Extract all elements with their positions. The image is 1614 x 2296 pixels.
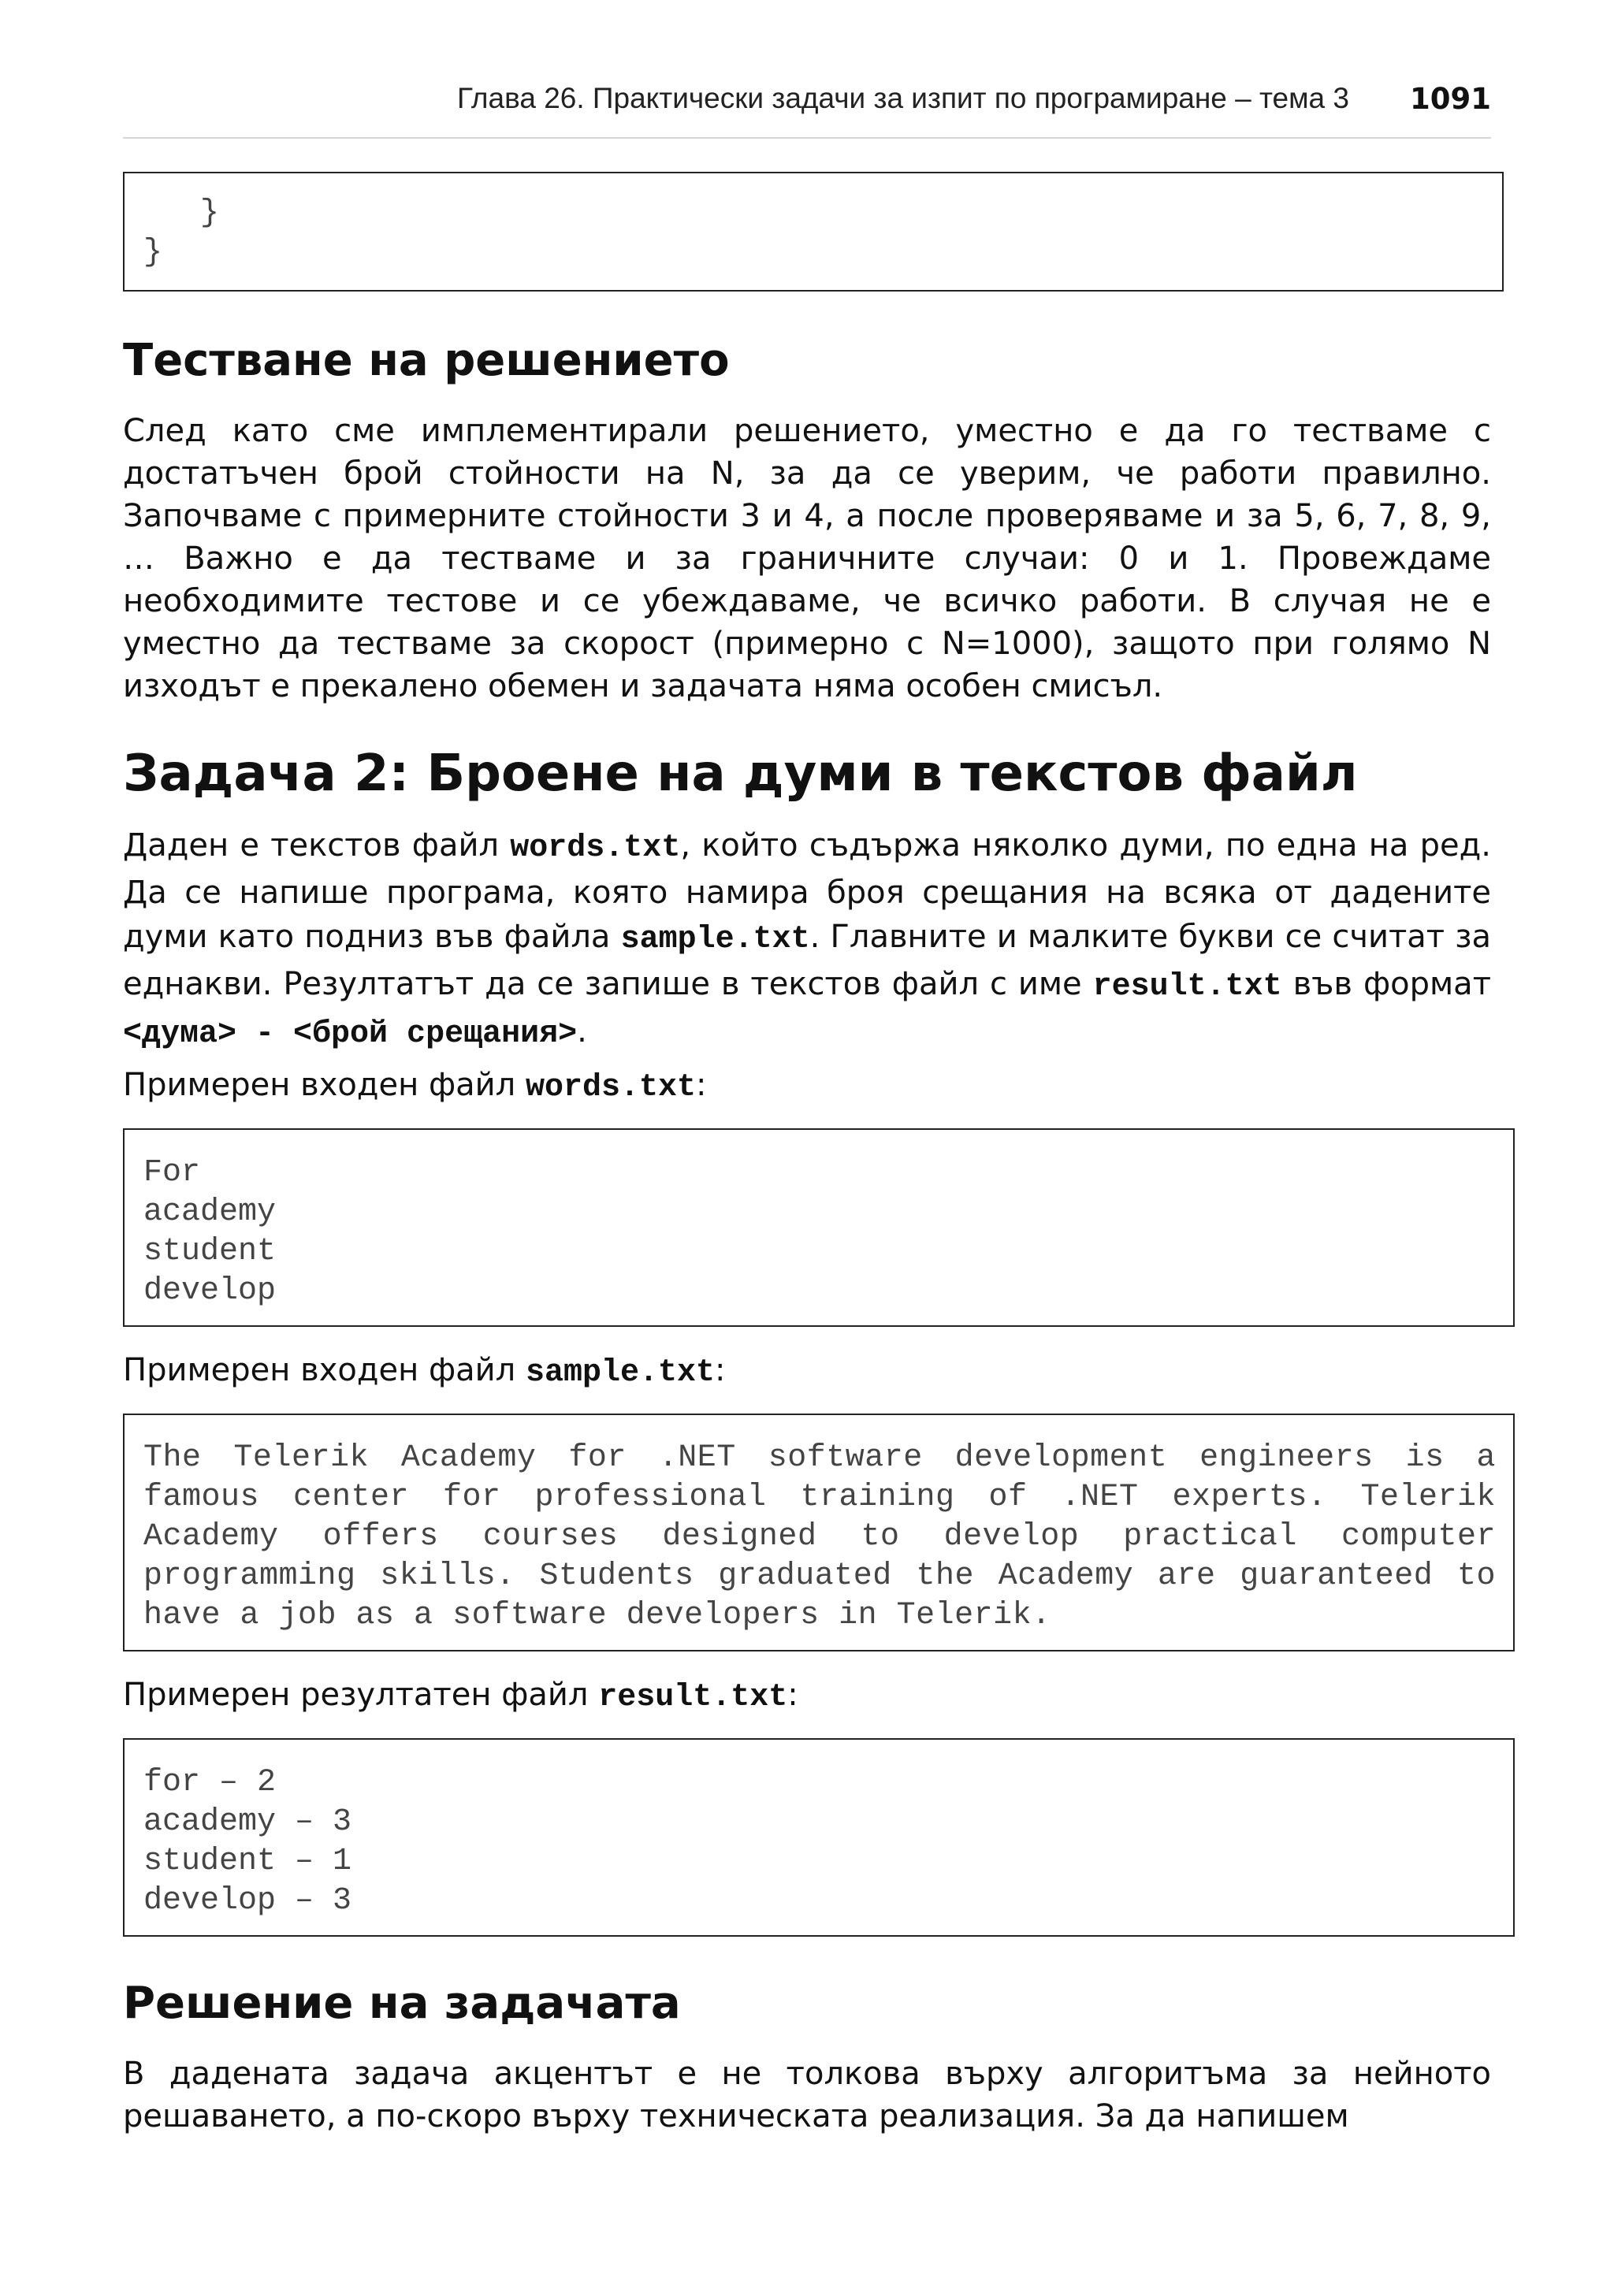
code-box-words: [123, 1128, 1515, 1327]
code-line: }: [143, 235, 163, 270]
code-box-sample: [123, 1414, 1515, 1651]
text-run: :: [787, 1677, 798, 1713]
section-heading-testing: Тестване на решението: [123, 335, 730, 386]
example-result-label: [123, 1674, 1491, 1719]
chapter-title: Глава 26. Практически задачи за изпит по програмиране – тема 3: [456, 82, 1349, 114]
section-heading-solution: Решение на задачата: [123, 1978, 681, 2029]
code-line: academy: [143, 1194, 277, 1230]
text-run: Примерен входен файл: [123, 1352, 526, 1388]
filename-result: result.txt: [1092, 969, 1282, 1005]
output-format: <дума> - <брой срещания>: [123, 1016, 578, 1052]
text-run: :: [696, 1067, 707, 1103]
code-line: student: [143, 1234, 277, 1269]
code-line: student – 1: [143, 1844, 352, 1879]
filename-words: words.txt: [525, 1070, 697, 1105]
filename-result: result.txt: [598, 1680, 788, 1715]
solution-paragraph: В дадената задача акцентът е не толкова върху алгоритъма за нейното решаването, а по-скоро върху техническата реализация. За да напишем: [123, 2056, 1491, 2134]
text-run: .: [577, 1013, 587, 1050]
running-header: [123, 82, 1491, 139]
text-run: Примерен резултатен файл: [123, 1677, 599, 1713]
filename-sample: sample.txt: [620, 922, 810, 957]
testing-paragraph: След като сме имплементирали решението, уместно е да го тестваме с достатъчен брой стойности на N, за да се уверим, че работи правилно. Започваме с примерните стойности 3 и 4, а после проверяваме и за 5, 6, 7, 8, 9, … Важно е да тестваме и за граничните случаи: 0 и 1. Провеждаме необходимите тестове и се убеждаваме, че всичко работи. В случая не е уместно да тестваме за скорост (примерно с N=1000), защото при голямо N изходът е прекалено обемен и задачата няма особен смисъл.: [123, 413, 1491, 704]
code-line: develop: [143, 1273, 277, 1309]
example-words-label: [123, 1064, 1491, 1109]
text-run: във формат: [1281, 966, 1491, 1002]
text-run: , който съдържа няколко думи, по една на ред. Да се напише програма, която намира броя срещания на всяка от дадените думи като подниз във файла: [123, 827, 1491, 955]
code-box-closing: [123, 172, 1504, 292]
code-line: academy – 3: [143, 1804, 352, 1840]
page-number: 1091: [1410, 82, 1491, 116]
text-run: . Главните и малките букви се считат за еднакви. Резултатът да се запише в текстов файл с име: [123, 919, 1492, 1002]
task-description: [123, 823, 1491, 1057]
code-line: For: [143, 1155, 201, 1191]
code-line: develop – 3: [143, 1883, 352, 1919]
filename-words: words.txt: [510, 830, 681, 866]
code-box-result: [123, 1738, 1515, 1937]
code-line: for – 2: [143, 1765, 277, 1800]
code-line: }: [143, 195, 220, 231]
text-run: :: [715, 1352, 726, 1388]
sample-text: The Telerik Academy for .NET software development engineers is a famous center for professional training of .NET experts. Telerik Academy offers courses designed to develop practical computer programming skills. Students graduated the Academy are guaranteed to have a job as a software developers in Telerik.: [143, 1440, 1496, 1633]
task-heading: Задача 2: Броене на думи в текстов файл: [123, 745, 1358, 803]
text-run: Примерен входен файл: [123, 1067, 526, 1103]
text-run: Даден е текстов файл: [123, 827, 511, 864]
filename-sample: sample.txt: [525, 1355, 716, 1391]
example-sample-label: [123, 1349, 1491, 1395]
